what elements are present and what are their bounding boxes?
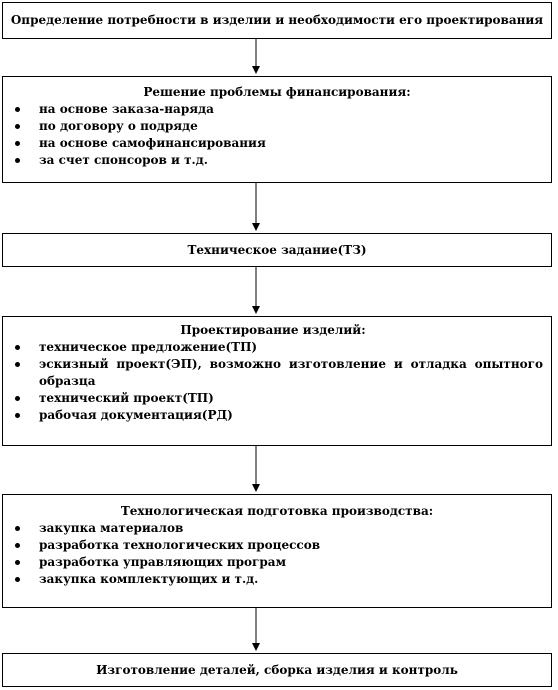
list-item: технический проект(ТП) bbox=[3, 390, 543, 407]
list-item: на основе заказа-наряда bbox=[3, 101, 551, 118]
step-box-need-definition bbox=[2, 2, 552, 39]
design-list bbox=[3, 339, 543, 424]
step-title: Проектирование изделий: bbox=[180, 323, 366, 337]
step-box-design bbox=[2, 316, 552, 446]
list-item: за счет спонсоров и т.д. bbox=[3, 152, 551, 169]
list-item: эскизный проект(ЭП), возможно изготовление и отладка опытного образца bbox=[3, 356, 543, 390]
step-title: Техническое задание(ТЗ) bbox=[187, 242, 367, 257]
preparation-list bbox=[3, 520, 551, 588]
step-box-production-preparation bbox=[2, 494, 552, 608]
list-item: закупка материалов bbox=[3, 520, 551, 537]
list-item: закупка комплектующих и т.д. bbox=[3, 571, 551, 588]
list-item: техническое предложение(ТП) bbox=[3, 339, 543, 356]
list-item: рабочая документация(РД) bbox=[3, 407, 543, 424]
step-title: Технологическая подготовка производства: bbox=[120, 504, 434, 518]
list-item: разработка технологических процессов bbox=[3, 537, 551, 554]
list-item: разработка управляющих програм bbox=[3, 554, 551, 571]
list-item: по договору о подряде bbox=[3, 118, 551, 135]
financing-list bbox=[3, 101, 551, 169]
step-title: Решение проблемы финансирования: bbox=[143, 85, 411, 99]
step-box-financing bbox=[2, 76, 552, 183]
step-box-technical-assignment bbox=[2, 233, 552, 267]
step-title: Изготовление деталей, сборка изделия и контроль bbox=[96, 662, 458, 677]
step-box-manufacturing bbox=[2, 653, 552, 687]
list-item: на основе самофинансирования bbox=[3, 135, 551, 152]
step-title: Определение потребности в изделии и необходимости его проектирования bbox=[10, 13, 544, 27]
